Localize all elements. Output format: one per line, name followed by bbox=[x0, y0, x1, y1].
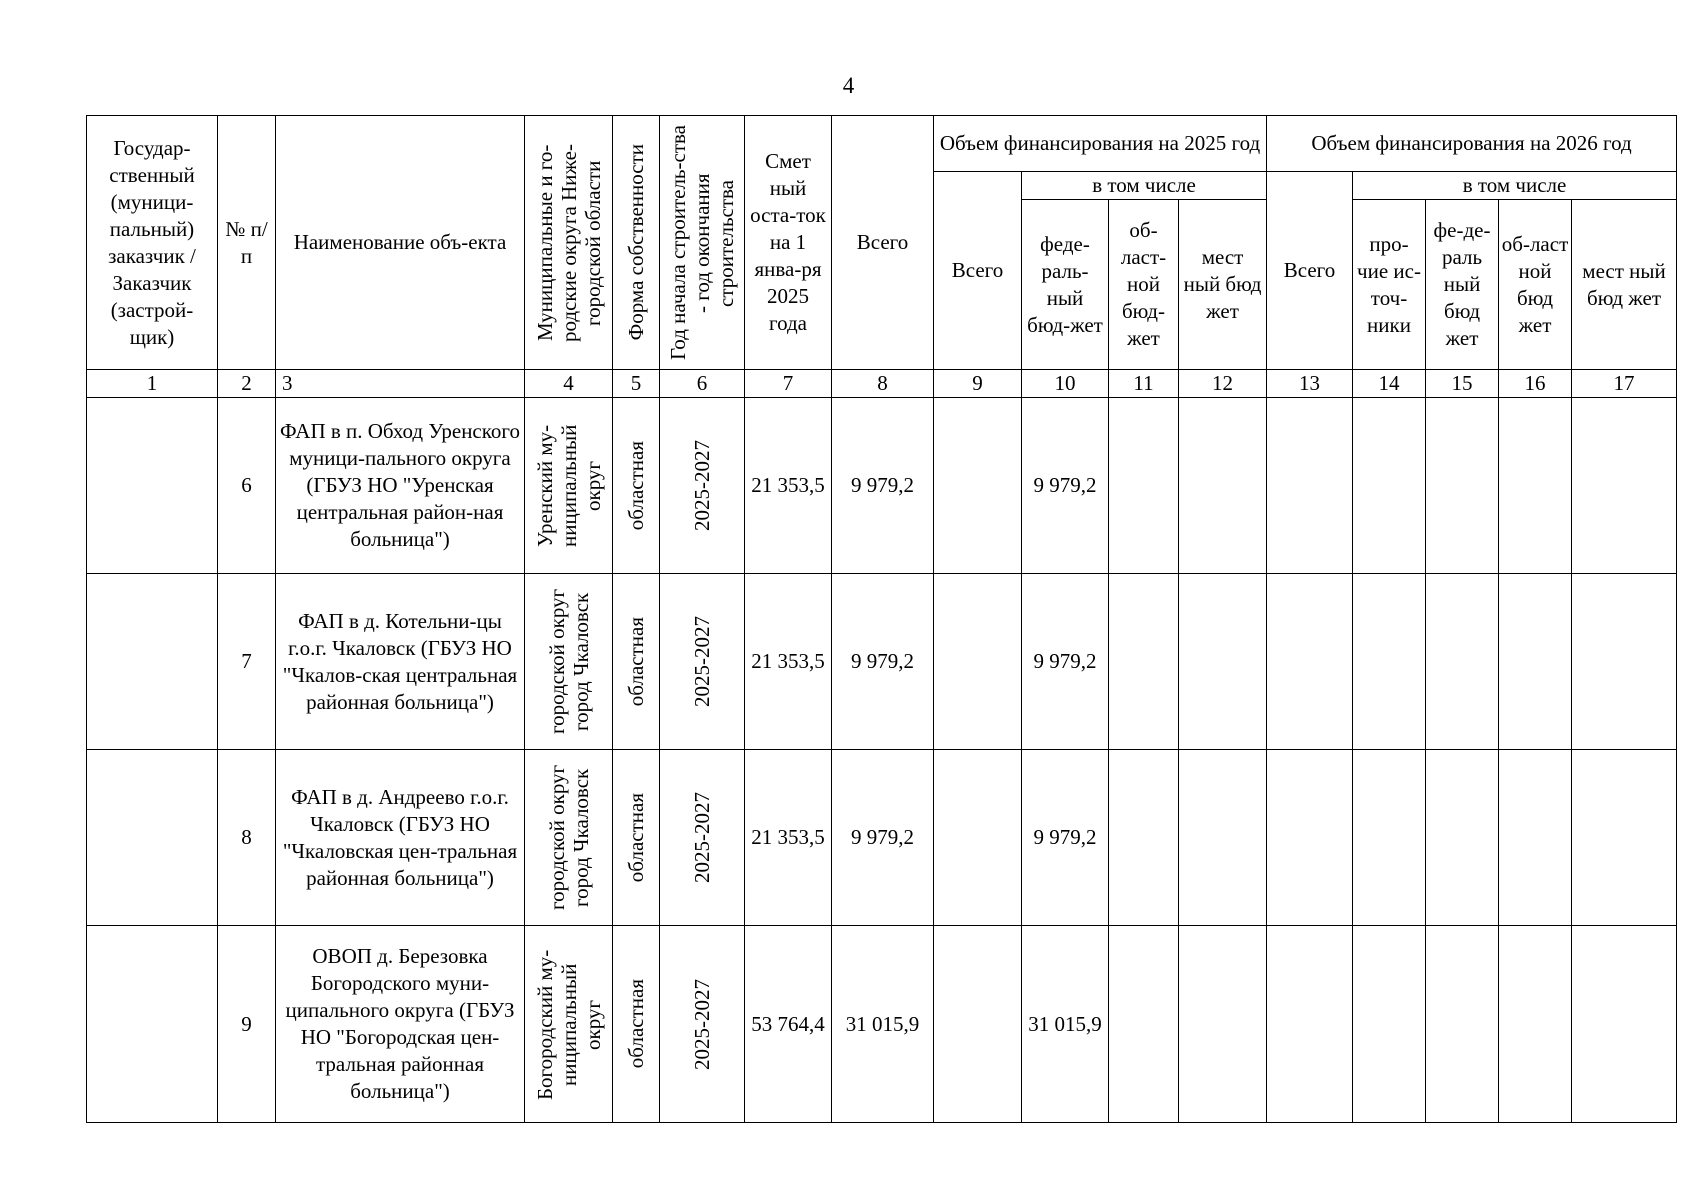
cell-total-2026 bbox=[1267, 926, 1353, 1123]
cell-federal-2026 bbox=[1353, 574, 1426, 750]
cell-number: 8 bbox=[218, 750, 276, 926]
column-number: 8 bbox=[832, 370, 934, 398]
cell-years-wrap bbox=[660, 750, 745, 926]
cell-remainder: 53 764,4 bbox=[745, 926, 832, 1123]
column-number: 14 bbox=[1353, 370, 1426, 398]
header-municipality: Муниципальные и го-родские округа Ниже-городской области bbox=[532, 143, 605, 342]
header-total-2025: Всего bbox=[934, 172, 1022, 370]
cell-municipality-wrap bbox=[525, 750, 613, 926]
cell-total-2026 bbox=[1267, 398, 1353, 574]
cell-federal-2025 bbox=[934, 398, 1022, 574]
header-customer: Государ-ственный (муници-пальный) заказчик / Заказчик (застрой-щик) bbox=[87, 116, 218, 370]
table-row bbox=[87, 750, 1677, 926]
header-federal-2026: фе-де-раль ный бюд жет bbox=[1426, 200, 1499, 370]
cell-federal-2026 bbox=[1353, 398, 1426, 574]
header-municipality-cell bbox=[525, 116, 613, 370]
column-number: 3 bbox=[276, 370, 525, 398]
cell-remainder: 21 353,5 bbox=[745, 750, 832, 926]
cell-regional-2026 bbox=[1426, 750, 1499, 926]
cell-other-2026 bbox=[1572, 398, 1677, 574]
cell-remainder: 21 353,5 bbox=[745, 398, 832, 574]
header-ownership: Форма собственности bbox=[624, 144, 648, 341]
cell-regional-2025: 9 979,2 bbox=[1022, 398, 1109, 574]
header-years-cell bbox=[660, 116, 745, 370]
header-object-name: Наименование объ-екта bbox=[276, 116, 525, 370]
financing-table bbox=[86, 115, 1677, 1123]
cell-object-name: ФАП в д. Котельни-цы г.о.г. Чкаловск (ГБУЗ НО "Чкалов-ская центральная районная больница") bbox=[276, 574, 525, 750]
cell-ownership: областная bbox=[624, 616, 648, 707]
cell-years-wrap bbox=[660, 398, 745, 574]
cell-remainder: 21 353,5 bbox=[745, 574, 832, 750]
cell-other-2025 bbox=[1179, 926, 1267, 1123]
header-other-2025: про-чие ис-точ-ники bbox=[1353, 200, 1426, 370]
cell-years-wrap bbox=[660, 574, 745, 750]
cell-municipality: Уренский му-ниципальный округ bbox=[532, 424, 605, 547]
cell-years: 2025-2027 bbox=[690, 440, 714, 531]
cell-number: 6 bbox=[218, 398, 276, 574]
cell-regional-2026 bbox=[1426, 398, 1499, 574]
cell-local-2026 bbox=[1499, 926, 1572, 1123]
column-number: 17 bbox=[1572, 370, 1677, 398]
cell-other-2026 bbox=[1572, 574, 1677, 750]
column-number: 4 bbox=[525, 370, 613, 398]
header-including-2026: в том числе bbox=[1353, 172, 1677, 200]
cell-total: 9 979,2 bbox=[832, 750, 934, 926]
cell-local-2026 bbox=[1499, 750, 1572, 926]
cell-total-2026 bbox=[1267, 750, 1353, 926]
cell-number: 9 bbox=[218, 926, 276, 1123]
column-number: 5 bbox=[613, 370, 660, 398]
column-number: 16 bbox=[1499, 370, 1572, 398]
cell-municipality-wrap bbox=[525, 926, 613, 1123]
column-number: 9 bbox=[934, 370, 1022, 398]
column-number: 10 bbox=[1022, 370, 1109, 398]
column-number: 1 bbox=[87, 370, 218, 398]
cell-municipality: городской округ город Чкаловск bbox=[544, 588, 593, 735]
cell-ownership-wrap bbox=[613, 926, 660, 1123]
cell-regional-2026 bbox=[1426, 574, 1499, 750]
cell-other-2025 bbox=[1179, 750, 1267, 926]
cell-total-2026 bbox=[1267, 574, 1353, 750]
header-total: Всего bbox=[832, 116, 934, 370]
cell-customer bbox=[87, 574, 218, 750]
table-row bbox=[87, 574, 1677, 750]
cell-municipality-wrap bbox=[525, 398, 613, 574]
cell-number: 7 bbox=[218, 574, 276, 750]
column-number-row bbox=[87, 370, 1677, 398]
cell-ownership: областная bbox=[624, 792, 648, 883]
cell-local-2025 bbox=[1109, 574, 1179, 750]
header-years: Год начала строитель-ства - год окончания строительства bbox=[666, 125, 738, 360]
cell-regional-2025: 9 979,2 bbox=[1022, 750, 1109, 926]
cell-other-2025 bbox=[1179, 398, 1267, 574]
cell-other-2026 bbox=[1572, 750, 1677, 926]
header-regional-2026: об-ласт ной бюд жет bbox=[1499, 200, 1572, 370]
cell-local-2026 bbox=[1499, 398, 1572, 574]
cell-total: 9 979,2 bbox=[832, 574, 934, 750]
header-financing-2025: Объем финансирования на 2025 год bbox=[934, 116, 1267, 172]
column-number: 2 bbox=[218, 370, 276, 398]
cell-federal-2025 bbox=[934, 750, 1022, 926]
column-number: 15 bbox=[1426, 370, 1499, 398]
header-financing-2026: Объем финансирования на 2026 год bbox=[1267, 116, 1677, 172]
header-number: № п/п bbox=[218, 116, 276, 370]
cell-customer bbox=[87, 750, 218, 926]
cell-ownership-wrap bbox=[613, 574, 660, 750]
cell-municipality: Богородский му-ниципальный округ bbox=[532, 948, 605, 1100]
cell-local-2026 bbox=[1499, 574, 1572, 750]
cell-ownership: областная bbox=[624, 979, 648, 1069]
cell-years: 2025-2027 bbox=[690, 792, 714, 883]
header-local-2026: мест ный бюд жет bbox=[1572, 200, 1677, 370]
column-number: 13 bbox=[1267, 370, 1353, 398]
cell-total: 31 015,9 bbox=[832, 926, 934, 1123]
cell-federal-2025 bbox=[934, 574, 1022, 750]
cell-federal-2026 bbox=[1353, 750, 1426, 926]
cell-local-2025 bbox=[1109, 398, 1179, 574]
cell-ownership-wrap bbox=[613, 398, 660, 574]
cell-years-wrap bbox=[660, 926, 745, 1123]
cell-ownership-wrap bbox=[613, 750, 660, 926]
header-ownership-cell bbox=[613, 116, 660, 370]
table-row bbox=[87, 926, 1677, 1123]
cell-object-name: ОВОП д. Березовка Богородского муни-ципального округа (ГБУЗ НО "Богородская цен-тральная районная больница") bbox=[276, 926, 525, 1123]
header-regional-2025: об-ласт-ной бюд-жет bbox=[1109, 200, 1179, 370]
cell-municipality: городской округ город Чкаловск bbox=[544, 764, 593, 911]
cell-object-name: ФАП в д. Андреево г.о.г. Чкаловск (ГБУЗ НО "Чкаловская цен-тральная районная больница") bbox=[276, 750, 525, 926]
cell-municipality-wrap bbox=[525, 574, 613, 750]
cell-other-2026 bbox=[1572, 926, 1677, 1123]
column-number: 7 bbox=[745, 370, 832, 398]
cell-object-name: ФАП в п. Обход Уренского муници-пального округа (ГБУЗ НО "Уренская центральная район-ная больница") bbox=[276, 398, 525, 574]
cell-customer bbox=[87, 926, 218, 1123]
cell-local-2025 bbox=[1109, 750, 1179, 926]
column-number: 11 bbox=[1109, 370, 1179, 398]
header-total-2026: Всего bbox=[1267, 172, 1353, 370]
header-local-2025: мест ный бюд жет bbox=[1179, 200, 1267, 370]
column-number: 12 bbox=[1179, 370, 1267, 398]
column-number: 6 bbox=[660, 370, 745, 398]
cell-local-2025 bbox=[1109, 926, 1179, 1123]
cell-years: 2025-2027 bbox=[690, 978, 714, 1070]
cell-ownership: областная bbox=[624, 440, 648, 531]
header-remainder: Смет ный оста-ток на 1 янва-ря 2025 года bbox=[745, 116, 832, 370]
cell-total: 9 979,2 bbox=[832, 398, 934, 574]
cell-federal-2026 bbox=[1353, 926, 1426, 1123]
table-row bbox=[87, 398, 1677, 574]
cell-customer bbox=[87, 398, 218, 574]
cell-regional-2026 bbox=[1426, 926, 1499, 1123]
page-number: 4 bbox=[842, 73, 855, 98]
cell-regional-2025: 31 015,9 bbox=[1022, 926, 1109, 1123]
cell-federal-2025 bbox=[934, 926, 1022, 1123]
cell-years: 2025-2027 bbox=[690, 616, 714, 707]
header-including-2025: в том числе bbox=[1022, 172, 1267, 200]
cell-regional-2025: 9 979,2 bbox=[1022, 574, 1109, 750]
header-federal-2025: феде-раль-ный бюд-жет bbox=[1022, 200, 1109, 370]
cell-other-2025 bbox=[1179, 574, 1267, 750]
